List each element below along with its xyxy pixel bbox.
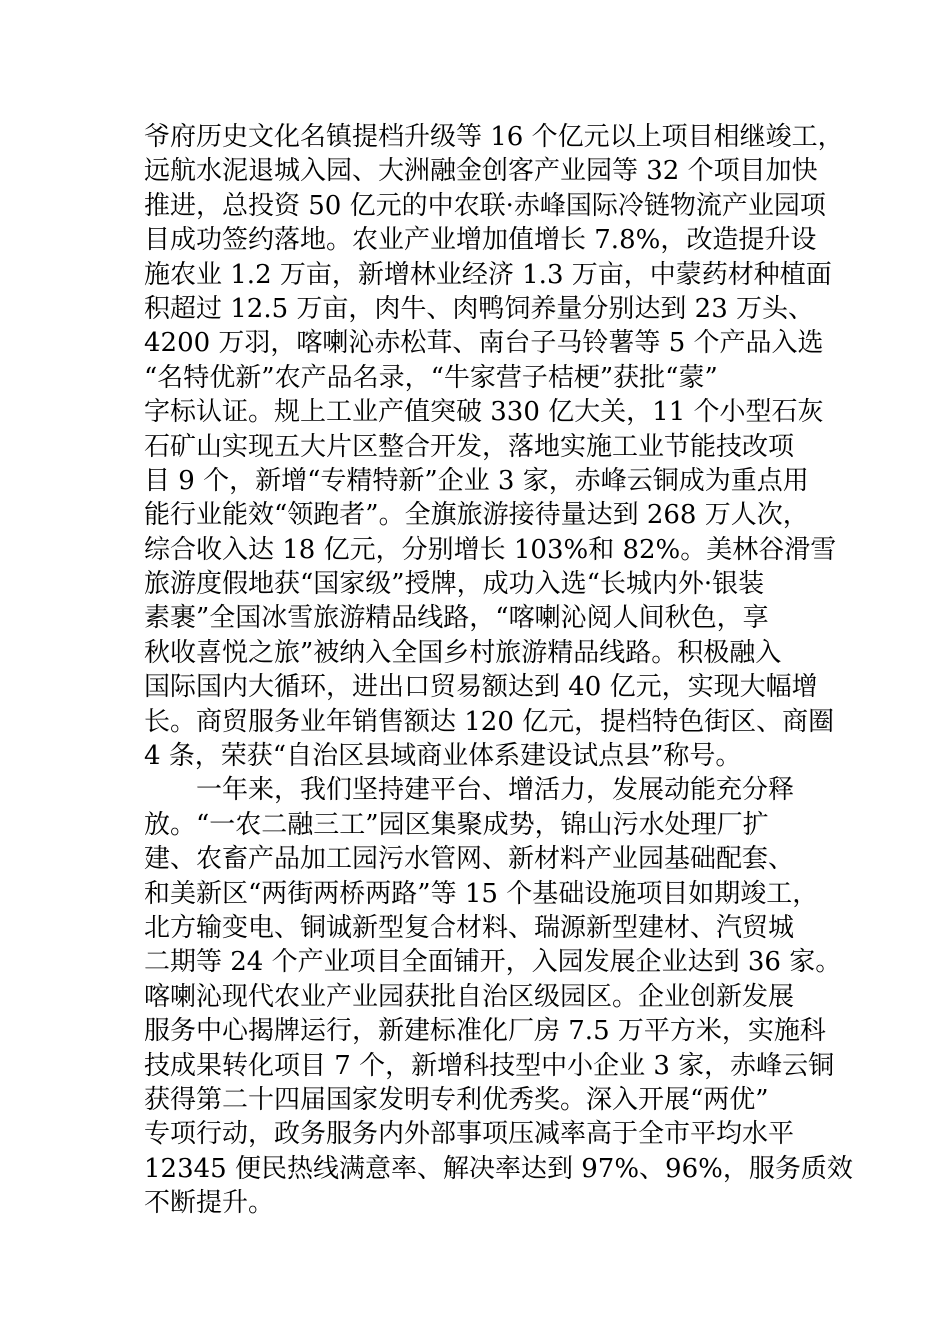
text-line: 远航水泥退城入园、大洲融金创客产业园等 32 个项目加快 xyxy=(144,156,818,187)
text-line: 4200 万羽，喀喇沁赤松茸、南台子马铃薯等 5 个产品入选 xyxy=(144,328,824,359)
text-line: 秋收喜悦之旅”被纳入全国乡村旅游精品线路。积极融入 xyxy=(144,637,782,668)
text-line: 技成果转化项目 7 个，新增科技型中小企业 3 家，赤峰云铜 xyxy=(144,1050,835,1081)
text-line: 建、农畜产品加工园污水管网、新材料产业园基础配套、 xyxy=(144,844,795,875)
text-line: 石矿山实现五大片区整合开发，落地实施工业节能技改项 xyxy=(144,431,795,462)
text-line: 字标认证。规上工业产值突破 330 亿大关，11 个小型石灰 xyxy=(144,397,824,428)
text-line: 旅游度假地获“国家级”授牌，成功入选“长城内外·银装 xyxy=(144,569,765,600)
text-line: 北方输变电、铜诚新型复合材料、瑞源新型建材、汽贸城 xyxy=(144,912,795,943)
text-line: 目成功签约落地。农业产业增加值增长 7.8%，改造提升设 xyxy=(144,225,817,256)
text-line: 放。“一农二融三工”园区集聚成势，锦山污水处理厂扩 xyxy=(144,809,769,840)
text-line: 服务中心揭牌运行，新建标准化厂房 7.5 万平方米，实施科 xyxy=(144,1016,826,1047)
text-line: 能行业能效“领跑者”。全旗旅游接待量达到 268 万人次， xyxy=(144,500,809,531)
text-line: 喀喇沁现代农业产业园获批自治区级园区。企业创新发展 xyxy=(144,981,795,1012)
text-line: 专项行动，政务服务内外部事项压减率高于全市平均水平 xyxy=(144,1119,795,1150)
text-line: 12345 便民热线满意率、解决率达到 97%、96%，服务质效 xyxy=(144,1153,853,1184)
text-line: 国际国内大循环，进出口贸易额达到 40 亿元，实现大幅增 xyxy=(144,672,818,703)
text-line: 4 条，荣获“自治区县域商业体系建设试点县”称号。 xyxy=(144,741,742,772)
text-line: 获得第二十四届国家发明专利优秀奖。深入开展“两优” xyxy=(144,1084,769,1115)
text-line: 素裹”全国冰雪旅游精品线路，“喀喇沁阅人间秋色，享 xyxy=(144,603,769,634)
text-line: 和美新区“两街两桥两路”等 15 个基础设施项目如期竣工， xyxy=(144,878,819,909)
text-line: 推进，总投资 50 亿元的中农联·赤峰国际冷链物流产业园项 xyxy=(144,190,826,221)
paragraph-2 xyxy=(144,773,853,1220)
text-line: 积超过 12.5 万亩，肉牛、肉鸭饲养量分别达到 23 万头、 xyxy=(144,293,815,324)
text-line: 一年来，我们坚持建平台、增活力，发展动能充分释 xyxy=(196,775,795,806)
text-line: 施农业 1.2 万亩，新增林业经济 1.3 万亩，中蒙药材种植面 xyxy=(144,259,832,290)
text-line: 爷府历史文化名镇提档升级等 16 个亿元以上项目相继竣工， xyxy=(144,122,844,152)
text-line: 二期等 24 个产业项目全面铺开，入园发展企业达到 36 家。 xyxy=(144,947,842,978)
body-text xyxy=(144,120,853,1221)
text-line: 长。商贸服务业年销售额达 120 亿元，提档特色街区、商圈 xyxy=(144,706,835,737)
paragraph-1 xyxy=(144,120,844,773)
text-line: 不断提升。 xyxy=(144,1188,275,1219)
text-line: 综合收入达 18 亿元，分别增长 103%和 82%。美林谷滑雪 xyxy=(144,534,837,565)
text-line: “名特优新”农产品名录，“牛家营子桔梗”获批“蒙” xyxy=(144,362,718,393)
text-line: 目 9 个，新增“专精特新”企业 3 家，赤峰云铜成为重点用 xyxy=(144,465,809,496)
